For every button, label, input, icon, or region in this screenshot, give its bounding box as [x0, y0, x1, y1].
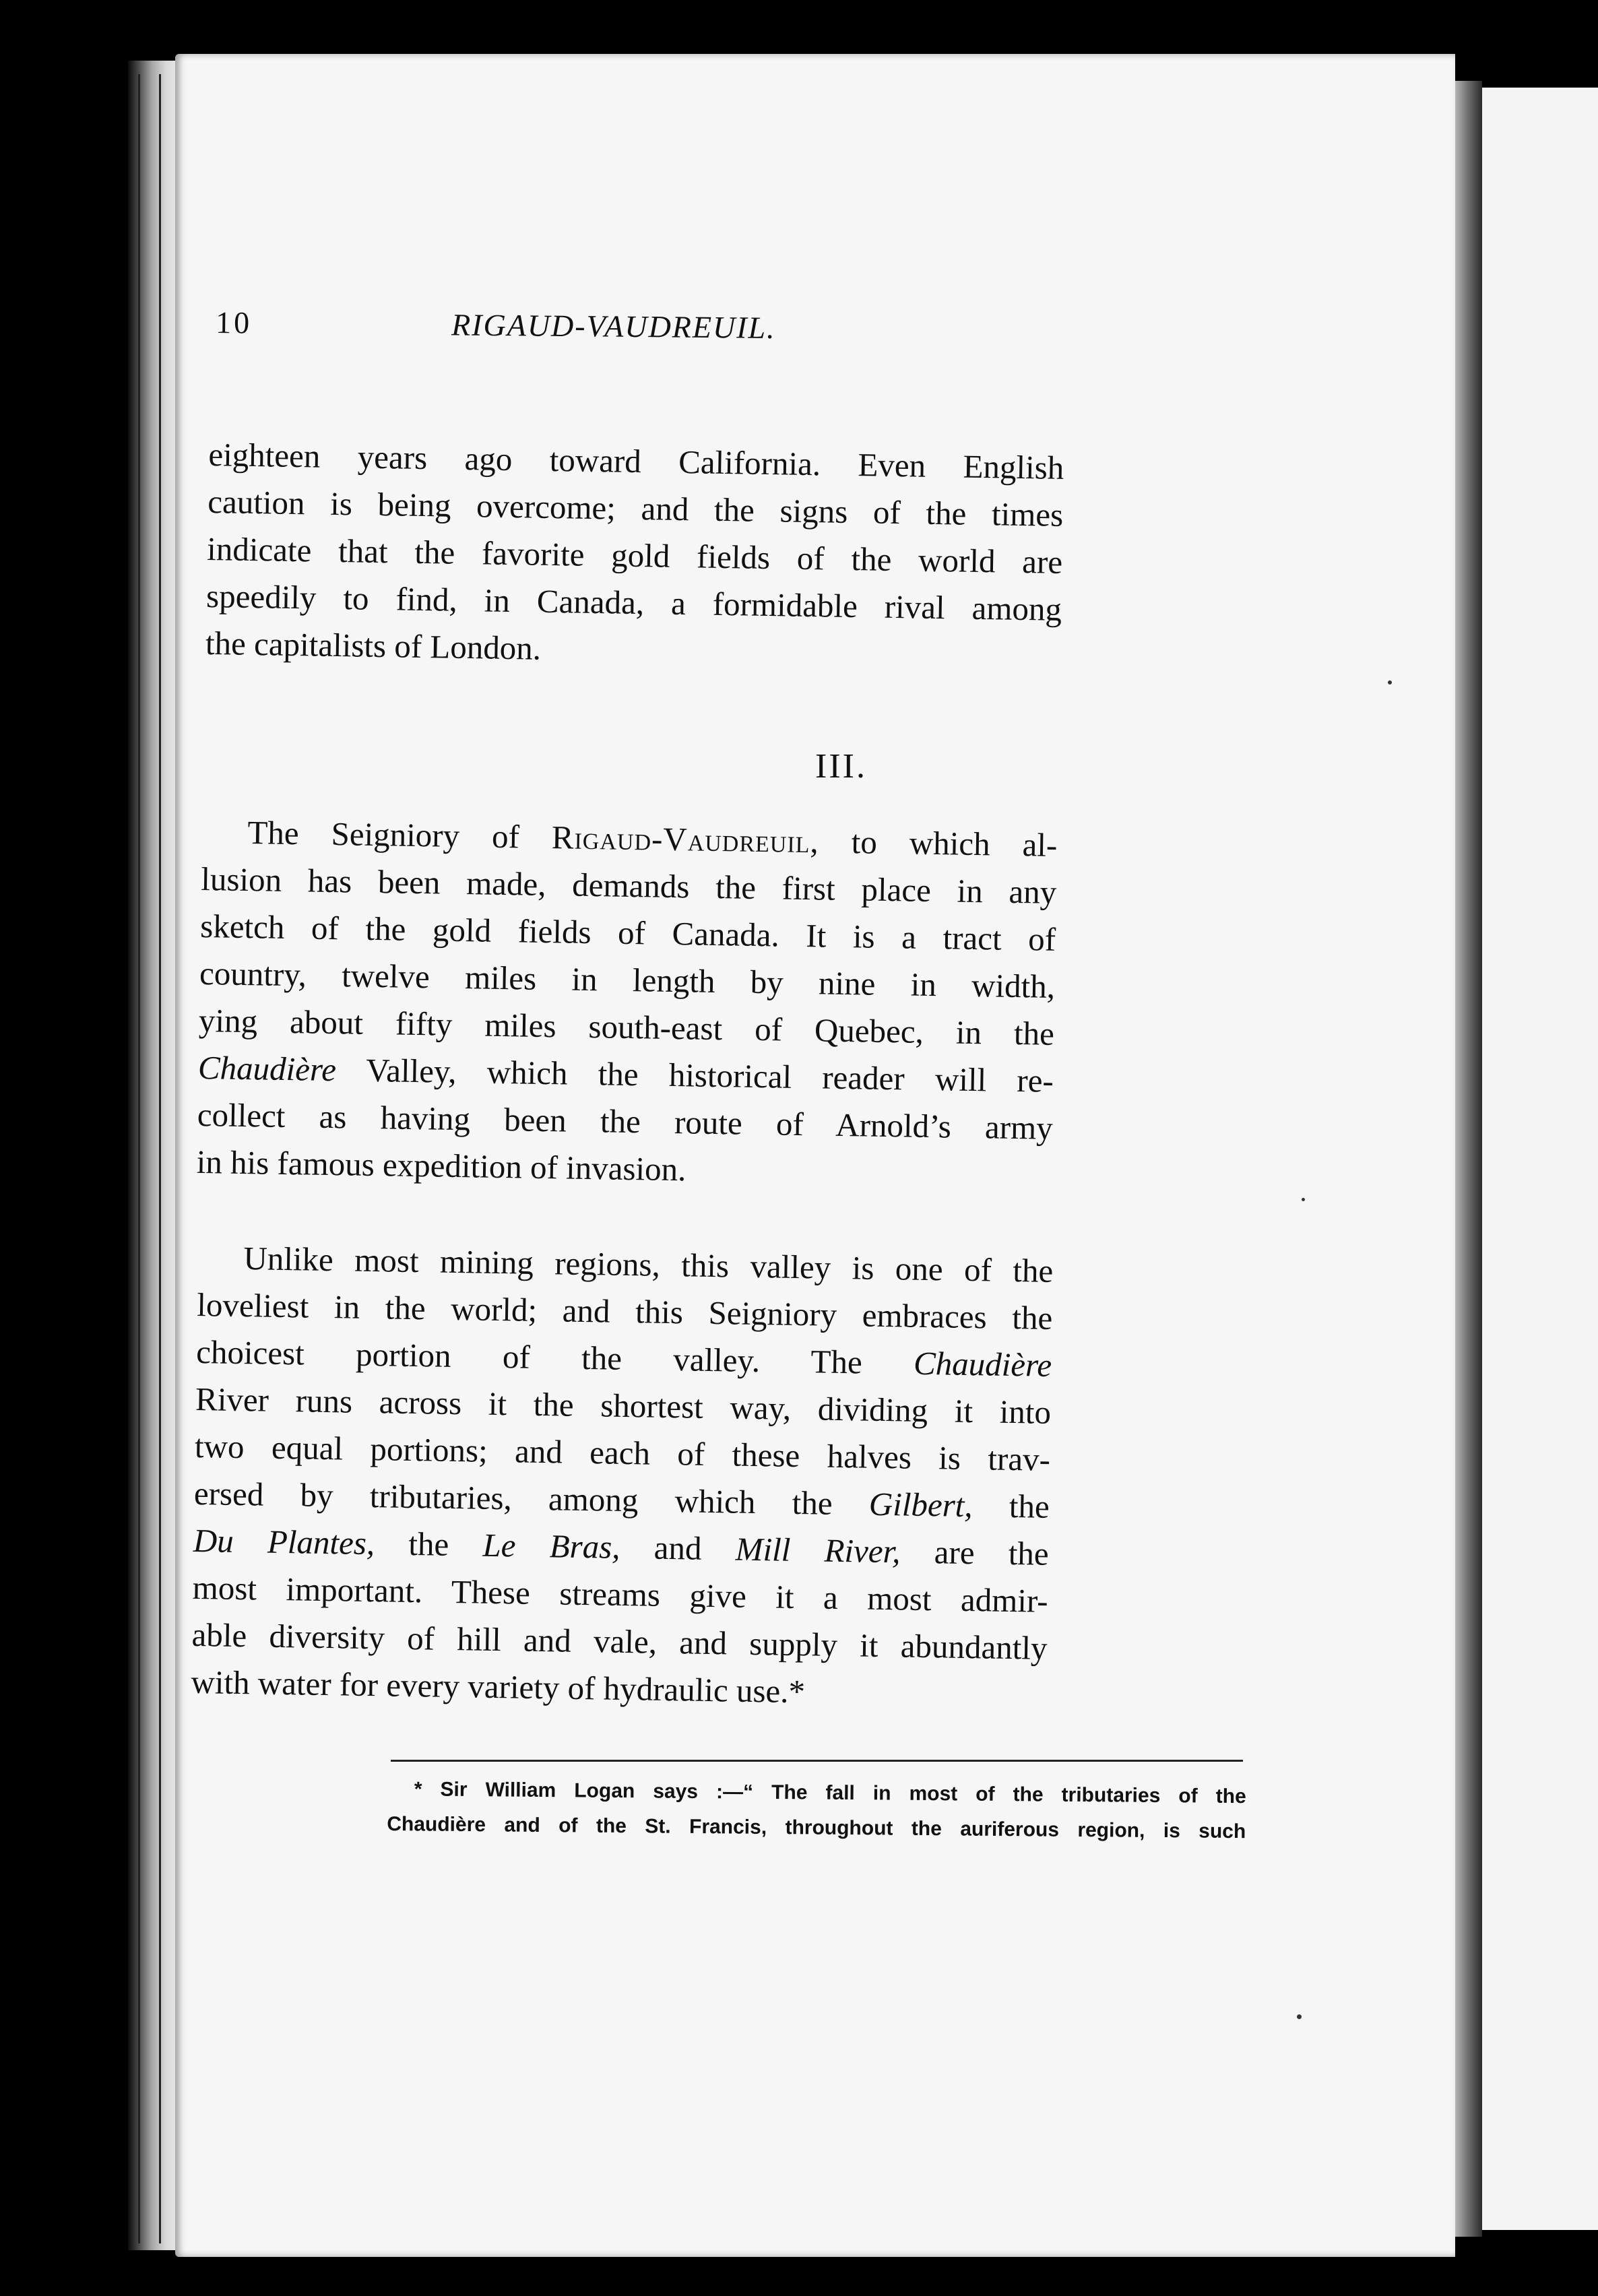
text-line: lusion has been made, demands the first place in any [200, 860, 1057, 911]
paper-speck [1388, 680, 1392, 684]
text-line: country, twelve miles in length by nine in width, [199, 954, 1056, 1005]
place-name: Chaudière [913, 1344, 1052, 1384]
paragraph-continued [205, 431, 1064, 680]
river-name: Du Plantes, [193, 1521, 375, 1562]
text-fragment: The Seigniory of [247, 814, 552, 856]
binding-edge-line [159, 74, 161, 2243]
text-line: eighteen years ago toward California. Even English [208, 435, 1064, 486]
river-name: Mill River, [735, 1530, 901, 1570]
book-spine [128, 61, 182, 2250]
place-name: Chaudière [197, 1048, 337, 1089]
footnote-line: Chaudière and of the St. Francis, throughout the auriferous region, is such [387, 1812, 1246, 1843]
text-line: in his famous expedition of invasion. [196, 1143, 686, 1188]
text-line: collect as having been the route of Arnold’s army [197, 1095, 1054, 1147]
paragraph-seigniory [196, 808, 1058, 1199]
text-line: Unlike most mining regions, this valley is one of the [243, 1240, 1054, 1289]
adjacent-page-edge [1475, 88, 1598, 2230]
river-name: Gilbert, [868, 1485, 973, 1525]
text-line: loveliest in the world; and this Seigniory embraces the [196, 1285, 1053, 1337]
page-header [216, 305, 1065, 366]
seigniory-name: Rigaud-Vaudreuil, [551, 819, 820, 860]
river-name: Le Bras, [482, 1526, 620, 1566]
paper-speck [1297, 2014, 1302, 2019]
running-title: RIGAUD-VAUDREUIL. [451, 307, 776, 345]
footnote-line: * Sir William Logan says :—“ The fall in most of the tributaries of the [414, 1778, 1246, 1808]
page-number: 10 [215, 305, 253, 340]
paragraph-valley [191, 1234, 1054, 1719]
footnote [387, 1772, 1246, 1849]
text-fragment: are the [900, 1533, 1050, 1572]
text-line: two equal portions; and each of these halves is trav- [194, 1427, 1051, 1478]
binding-edge-line [138, 74, 140, 2243]
text-line: most important. These streams give it a most admir- [192, 1568, 1049, 1620]
text-line: speedily to find, in Canada, a formidable rival among [205, 577, 1062, 628]
paper-speck [1302, 1198, 1305, 1201]
text-line: sketch of the gold fields of Canada. It is a tract of [199, 907, 1056, 958]
footnote-divider [391, 1760, 1243, 1762]
text-fragment: and [620, 1528, 736, 1568]
text-fragment: the [972, 1487, 1050, 1525]
text-line: the capitalists of London. [205, 624, 542, 667]
text-line: able diversity of hill and vale, and supply it abundantly [191, 1616, 1048, 1667]
text-line: caution is being overcome; and the signs of the times [207, 482, 1064, 534]
text-fragment: ersed by tributaries, among which the [193, 1474, 870, 1523]
text-line: ying about fifty miles south-east of Quebec, in the [198, 1001, 1055, 1052]
text-fragment: Valley, which the historical reader will re- [335, 1051, 1054, 1099]
text-fragment: the [374, 1525, 483, 1564]
section-heading: III. [815, 747, 867, 786]
text-fragment: choicest portion of the valley. The [195, 1333, 914, 1382]
text-line: River runs across it the shortest way, dividing it into [195, 1380, 1052, 1431]
text-line: with water for every variety of hydraulic use.* [191, 1663, 806, 1711]
text-line: indicate that the favorite gold fields of the world are [206, 530, 1063, 581]
text-fragment: to which al- [819, 823, 1058, 864]
